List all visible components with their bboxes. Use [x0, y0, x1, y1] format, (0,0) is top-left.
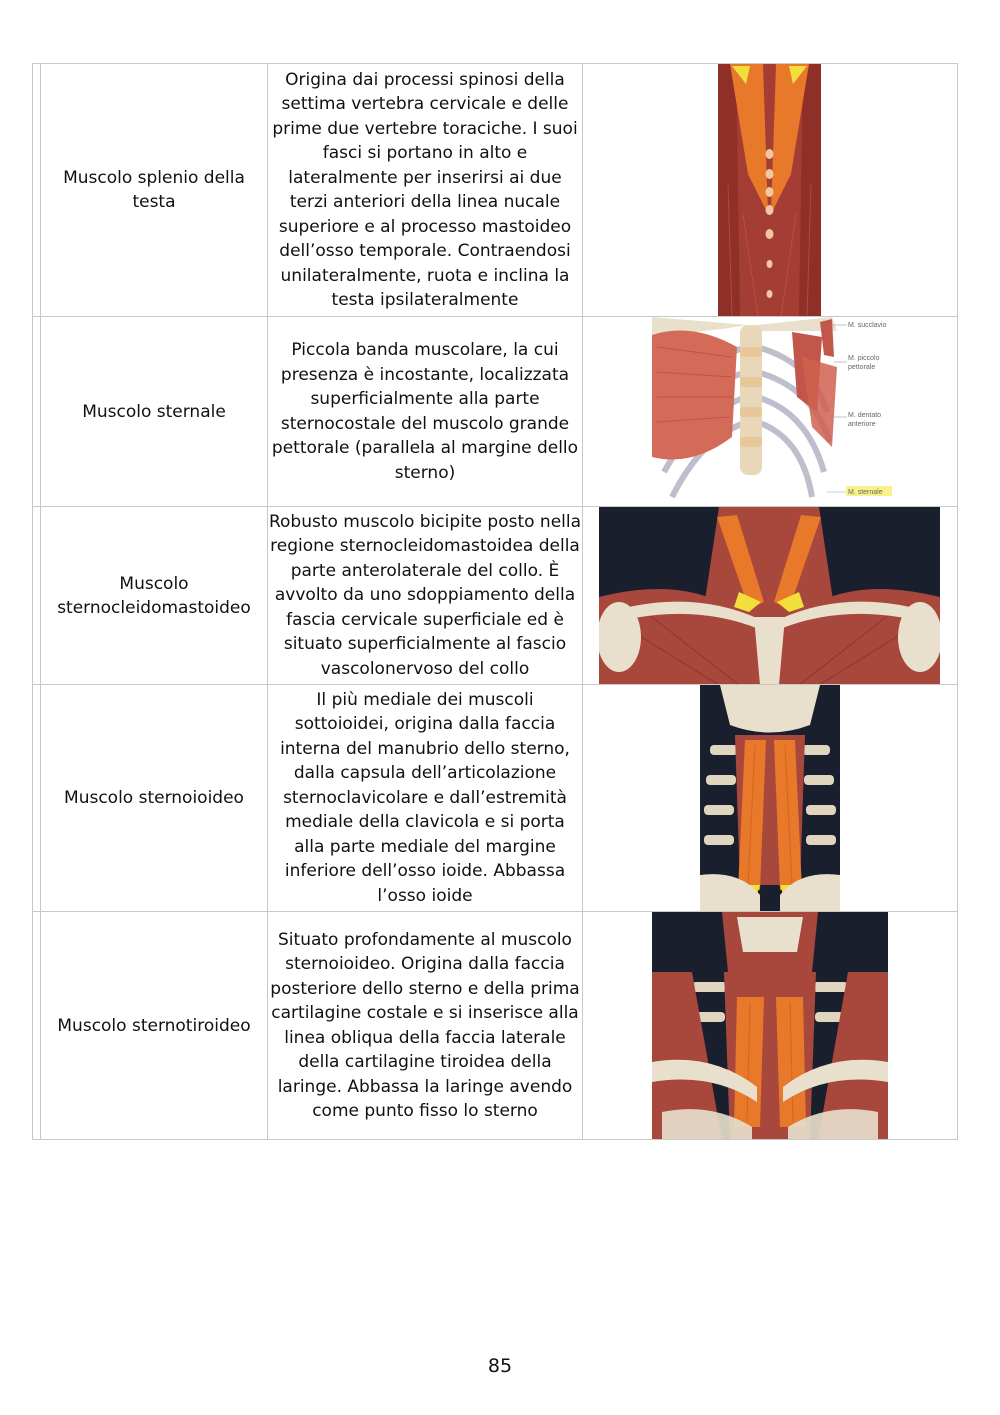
figure-label: M. piccolo	[848, 355, 880, 362]
muscle-description: Situato profondamente al muscolo sternoioideo. Origina dalla faccia posteriore dello sterno e della prima cartilagine costale e si inserisce alla linea obliqua della faccia laterale della cartilagine tiroidea della laringe. Abbassa la laringe avendo come punto fisso lo sterno	[268, 912, 583, 1140]
figure-label: M. dentato	[848, 412, 882, 419]
sternothyroid-illustration	[652, 912, 888, 1139]
figure-label: M. succlavio	[848, 322, 887, 329]
muscle-name: Muscolo sternotiroideo	[41, 912, 268, 1140]
muscle-image-cell	[583, 64, 958, 317]
row-margin	[33, 64, 41, 317]
row-margin	[33, 317, 41, 507]
muscle-table	[32, 63, 958, 1140]
table-row	[33, 64, 958, 317]
row-margin	[33, 912, 41, 1140]
muscle-image-cell	[583, 912, 958, 1140]
sternocleidomastoid-illustration	[599, 507, 940, 684]
sternalis-illustration	[652, 317, 898, 506]
muscle-name: Muscolo splenio della testa	[41, 64, 268, 317]
muscle-name: Muscolo sternoioideo	[41, 685, 268, 912]
row-margin	[33, 685, 41, 912]
sternohyoid-illustration	[700, 685, 840, 911]
splenius-capitis-illustration	[718, 64, 821, 316]
table-row	[33, 912, 958, 1140]
figure-label-highlight: M. sternale	[848, 489, 883, 496]
muscle-image-cell	[583, 685, 958, 912]
muscle-image-cell	[583, 317, 958, 507]
page-number: 85	[487, 1355, 513, 1377]
table-row	[33, 685, 958, 912]
muscle-name: Muscolo sternale	[41, 317, 268, 507]
muscle-image-cell	[583, 507, 958, 685]
table-row	[33, 507, 958, 685]
figure-label: pettorale	[848, 364, 876, 371]
figure-label: anteriore	[848, 421, 876, 428]
muscle-description: Piccola banda muscolare, la cui presenza è incostante, localizzata superficialmente alla parte sternocostale del muscolo grande pettorale (parallela al margine dello sterno)	[268, 317, 583, 507]
muscle-description: Origina dai processi spinosi della settima vertebra cervicale e delle prime due vertebre toraciche. I suoi fasci si portano in alto e lateralmente per inserirsi ai due terzi anteriori della linea nucale superiore e al processo mastoideo dell’osso temporale. Contraendosi unilateralmente, ruota e inclina la testa ipsilateralmente	[268, 64, 583, 317]
muscle-description: Il più mediale dei muscoli sottoioidei, origina dalla faccia interna del manubrio dello sterno, dalla capsula dell’articolazione sternoclavicolare e dall’estremità mediale della clavicola e si porta alla parte mediale del margine inferiore dell’osso ioide. Abbassa l’osso ioide	[268, 685, 583, 912]
muscle-description: Robusto muscolo bicipite posto nella regione sternocleidomastoidea della parte anterolaterale del collo. È avvolto da uno sdoppiamento della fascia cervicale superficiale ed è situato superficialmente al fascio vascolonervoso del collo	[268, 507, 583, 685]
row-margin	[33, 507, 41, 685]
muscle-name: Muscolo sternocleidomastoideo	[41, 507, 268, 685]
table-row	[33, 317, 958, 507]
